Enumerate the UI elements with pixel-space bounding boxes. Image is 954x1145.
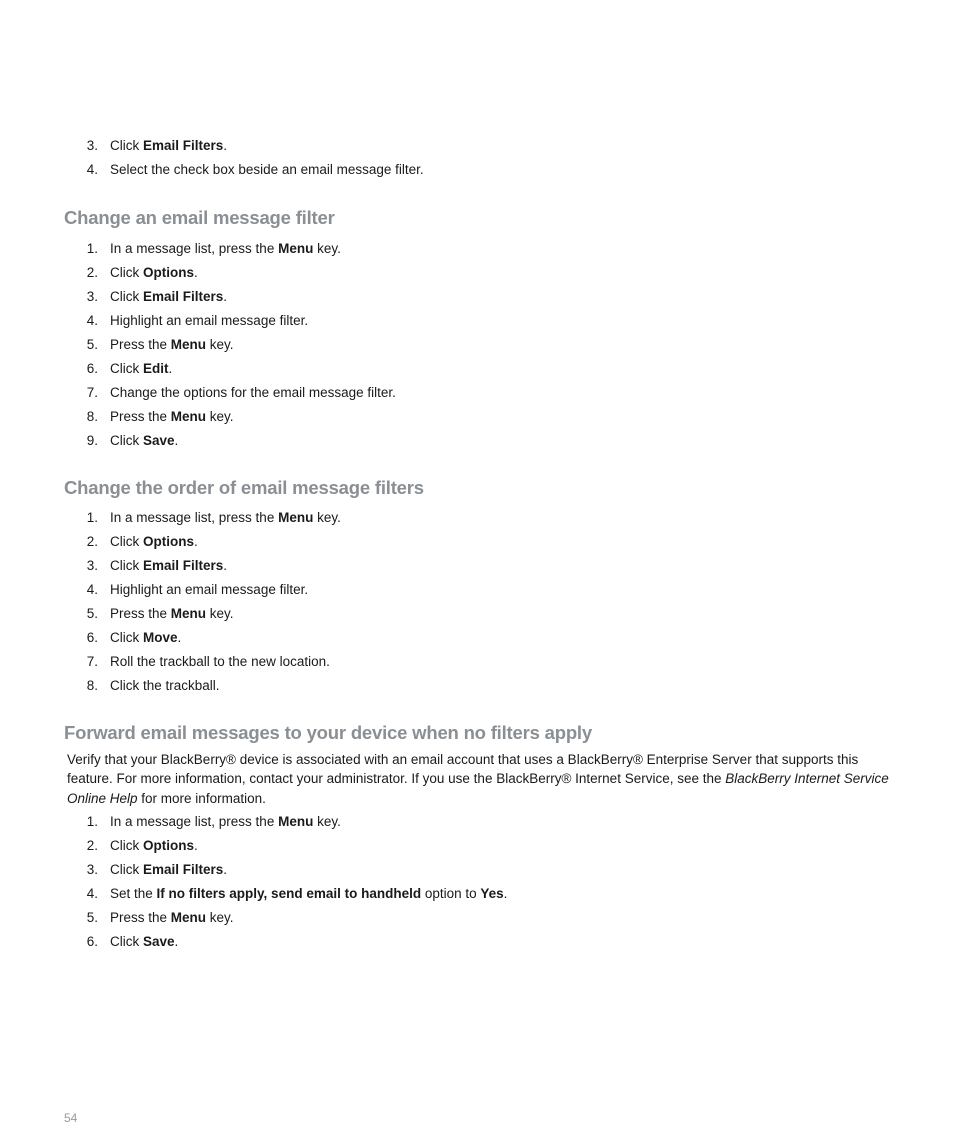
step-item	[0, 384, 954, 408]
step-text: Click Email Filters.	[110, 862, 228, 877]
step-text: Click Options.	[110, 265, 198, 280]
step-number: 1.	[86, 510, 98, 525]
step-item	[0, 360, 954, 384]
paragraph-line: Verify that your BlackBerry® device is associated with an email account that uses a BlackBerry® Enterprise Server that supports this	[67, 752, 859, 767]
step-text: Set the If no filters apply, send email to handheld option to Yes.	[110, 886, 508, 901]
step-item	[0, 861, 954, 885]
step-text: Press the Menu key.	[110, 606, 234, 621]
step-number: 5.	[86, 337, 98, 352]
prerequisite-paragraph	[67, 750, 897, 808]
step-text: Click Move.	[110, 630, 182, 645]
step-text: In a message list, press the Menu key.	[110, 241, 341, 256]
step-item	[0, 533, 954, 557]
step-item	[0, 336, 954, 360]
page-number: 54	[64, 1111, 78, 1125]
step-text: Click Save.	[110, 433, 179, 448]
step-text: Click Email Filters.	[110, 138, 228, 153]
step-text: Press the Menu key.	[110, 337, 234, 352]
step-number: 2.	[86, 534, 98, 549]
step-number: 4.	[86, 162, 98, 177]
step-text: Press the Menu key.	[110, 910, 234, 925]
step-text: Click Email Filters.	[110, 289, 228, 304]
step-number: 4.	[86, 313, 98, 328]
step-item	[0, 408, 954, 432]
step-number: 5.	[86, 910, 98, 925]
step-number: 1.	[86, 241, 98, 256]
step-number: 3.	[86, 289, 98, 304]
change-filter-steps	[0, 240, 954, 456]
section-heading-forward-email: Forward email messages to your device when no filters apply	[64, 722, 592, 743]
step-number: 3.	[86, 862, 98, 877]
step-item	[0, 161, 954, 185]
step-item	[0, 509, 954, 533]
step-text: Highlight an email message filter.	[110, 582, 309, 597]
step-item	[0, 653, 954, 677]
step-item	[0, 240, 954, 264]
step-number: 8.	[86, 409, 98, 424]
step-number: 3.	[86, 558, 98, 573]
step-number: 8.	[86, 678, 98, 693]
step-item	[0, 557, 954, 581]
step-number: 2.	[86, 265, 98, 280]
step-text: Click Options.	[110, 838, 198, 853]
step-number: 1.	[86, 814, 98, 829]
change-order-steps	[0, 509, 954, 701]
step-text: Highlight an email message filter.	[110, 313, 309, 328]
step-text: In a message list, press the Menu key.	[110, 510, 341, 525]
step-item	[0, 629, 954, 653]
step-item	[0, 885, 954, 909]
step-text: Select the check box beside an email message filter.	[110, 162, 424, 177]
step-number: 4.	[86, 886, 98, 901]
step-text: Click Edit.	[110, 361, 173, 376]
step-number: 9.	[86, 433, 98, 448]
section-heading-change-order: Change the order of email message filters	[64, 477, 424, 498]
step-item	[0, 813, 954, 837]
step-number: 4.	[86, 582, 98, 597]
intro-steps	[0, 137, 954, 185]
paragraph-line: Online Help for more information.	[67, 790, 266, 806]
section-heading-change-filter: Change an email message filter	[64, 207, 335, 228]
forward-email-steps	[0, 813, 954, 957]
step-item	[0, 581, 954, 605]
step-number: 5.	[86, 606, 98, 621]
step-item	[0, 312, 954, 336]
step-text: Click Save.	[110, 934, 179, 949]
step-item	[0, 909, 954, 933]
step-number: 6.	[86, 630, 98, 645]
step-number: 7.	[86, 654, 98, 669]
paragraph-line: feature. For more information, contact your administrator. If you use the BlackBerry® Internet Service, see the BlackBerry Internet Service	[67, 771, 889, 787]
step-item	[0, 933, 954, 957]
step-number: 6.	[86, 361, 98, 376]
step-item	[0, 288, 954, 312]
step-number: 6.	[86, 934, 98, 949]
step-text: Press the Menu key.	[110, 409, 234, 424]
step-item	[0, 605, 954, 629]
step-text: Click the trackball.	[110, 678, 220, 693]
step-text: In a message list, press the Menu key.	[110, 814, 341, 829]
step-item	[0, 677, 954, 701]
step-item	[0, 837, 954, 861]
step-number: 2.	[86, 838, 98, 853]
step-text: Roll the trackball to the new location.	[110, 654, 330, 669]
step-number: 7.	[86, 385, 98, 400]
step-text: Click Email Filters.	[110, 558, 228, 573]
step-text: Change the options for the email message filter.	[110, 385, 396, 400]
step-item	[0, 137, 954, 161]
step-item	[0, 264, 954, 288]
step-item	[0, 432, 954, 456]
step-text: Click Options.	[110, 534, 198, 549]
step-number: 3.	[86, 138, 98, 153]
